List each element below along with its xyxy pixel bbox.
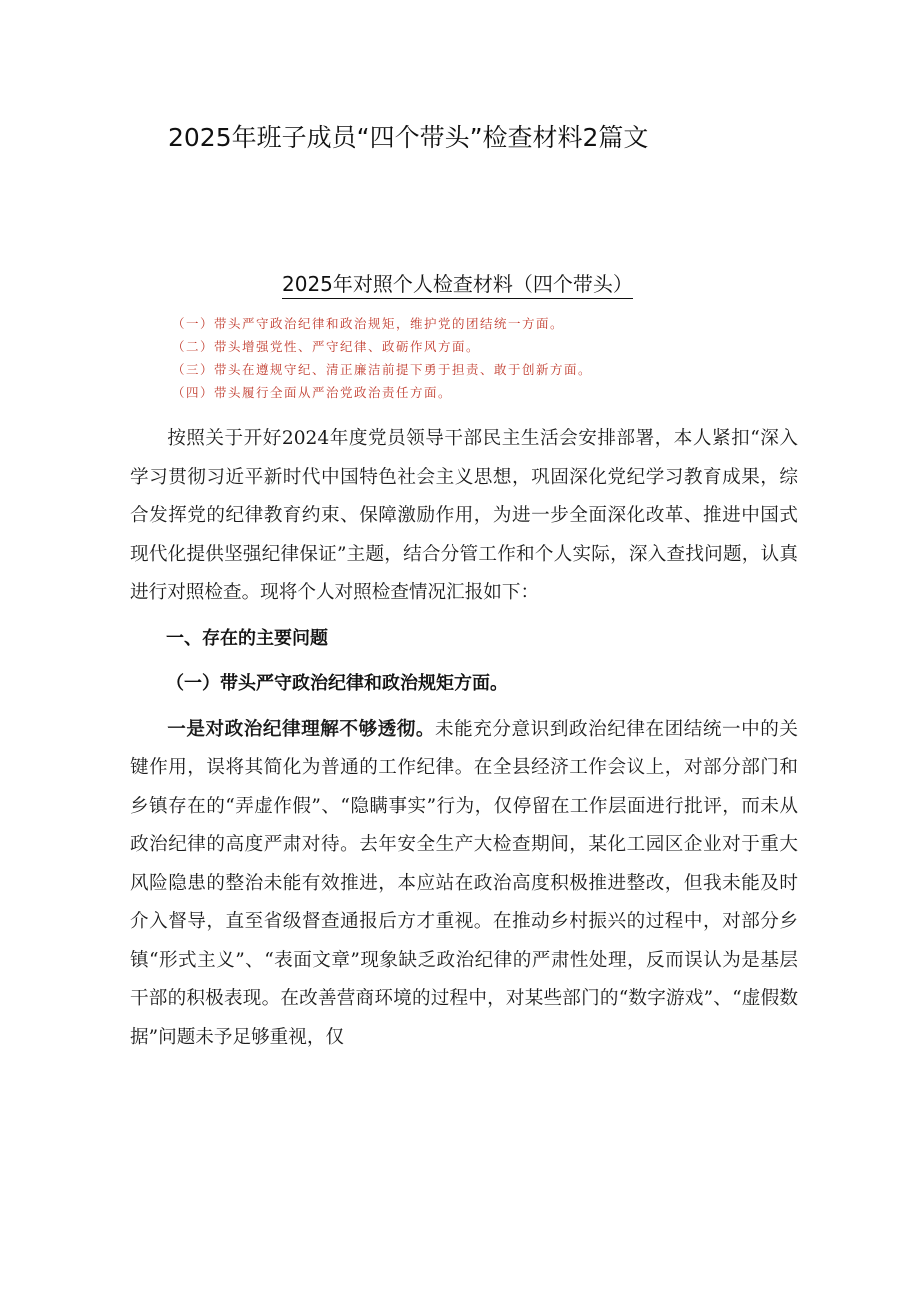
outline-item: （三）带头在遵规守纪、清正廉洁前提下勇于担责、敢于创新方面。	[172, 362, 593, 377]
section-heading: 一、存在的主要问题	[166, 627, 328, 649]
outline-item: （一）带头严守政治纪律和政治规矩，维护党的团结统一方面。	[172, 316, 565, 331]
document-title: 2025年班子成员“四个带头”检查材料2篇文	[168, 123, 649, 152]
point-lead: 一是对政治纪律理解不够透彻。	[167, 718, 436, 740]
outline-item: （二）带头增强党性、严守纪律、政砺作风方面。	[172, 339, 481, 354]
document-body	[130, 420, 798, 1057]
outline-item: （四）带头履行全面从严治党政治责任方面。	[172, 385, 453, 400]
point-text: 未能充分意识到政治纪律在团结统一中的关键作用，误将其简化为普通的工作纪律。在全县经济工作会议上，对部分部门和乡镇存在的“弄虚作假”、“隐瞒事实”行为，仅停留在工作层面进行批评，而未从政治纪律的高度严肃对待。去年安全生产大检查期间，某化工园区企业对于重大风险隐患的整治未能有效推进，本应站在政治高度积极推进整改，但我未能及时介入督导，直至省级督查通报后方才重视。在推动乡村振兴的过程中，对部分乡镇“形式主义”、“表面文章”现象缺乏政治纪律的严肃性处理，反而误认为是基层干部的积极表现。在改善营商环境的过程中，对某些部门的“数字游戏”、“虚假数据”问题未予足够重视，仅	[130, 718, 798, 1048]
intro-paragraph: 按照关于开好2024年度党员领导干部民主生活会安排部署，本人紧扣“深入学习贯彻习近平新时代中国特色社会主义思想，巩固深化党纪学习教育成果，综合发挥党的纪律教育约束、保障激励作用，为进一步全面深化改革、推进中国式现代化提供坚强纪律保证”主题，结合分管工作和个人实际，深入查找问题，认真进行对照检查。现将个人对照检查情况汇报如下：	[130, 428, 798, 603]
outline-list	[172, 312, 592, 404]
document-subtitle: 2025年对照个人检查材料（四个带头）	[282, 268, 633, 299]
point-paragraph	[130, 711, 798, 1058]
subsection-heading: （一）带头严守政治纪律和政治规矩方面。	[166, 672, 508, 694]
